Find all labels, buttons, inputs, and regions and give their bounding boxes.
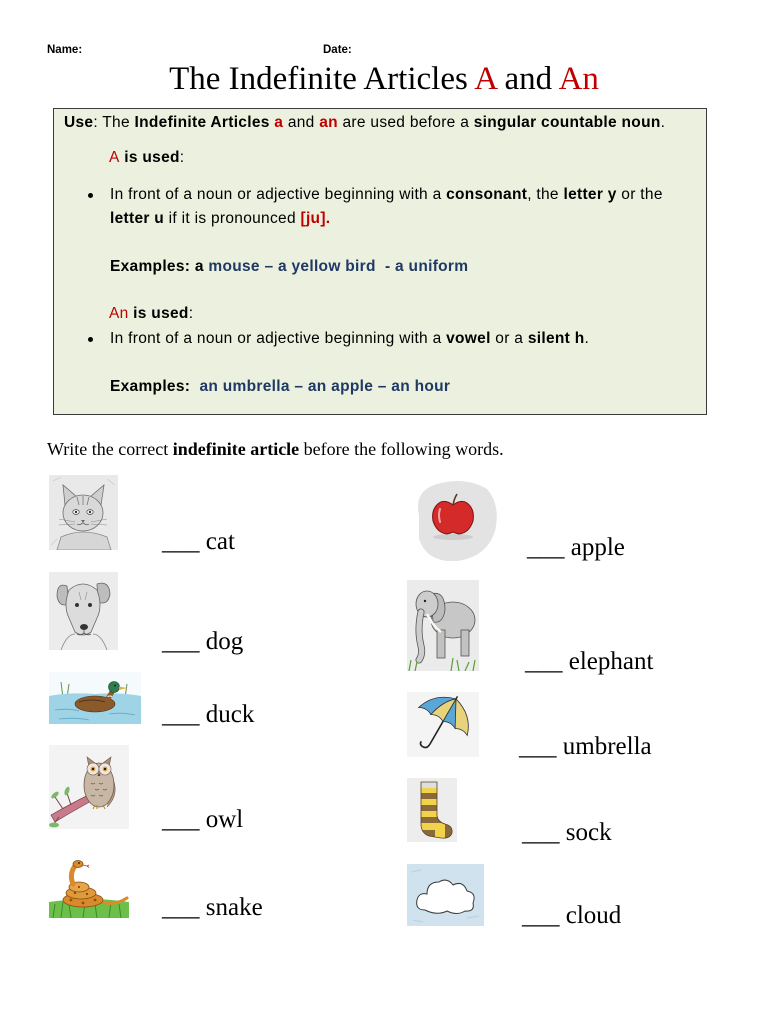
word-owl: ___ owl	[162, 806, 244, 833]
rule-text: , the	[527, 186, 564, 203]
rule-text: or a	[490, 330, 528, 347]
usage-text: and	[283, 114, 320, 131]
word-snake: ___ snake	[162, 894, 263, 921]
page-title	[0, 60, 768, 98]
apple-picture	[407, 475, 501, 565]
usage-text: are used before a	[337, 114, 474, 131]
article-a: a	[274, 114, 284, 131]
rule-keyword: letter u	[110, 210, 165, 227]
heading-text: :	[188, 305, 194, 322]
word-duck: ___ duck	[162, 701, 255, 728]
bullet	[88, 193, 93, 198]
word-umbrella: ___ umbrella	[519, 733, 652, 760]
examples-text: mouse – a yellow bird - a uniform	[208, 258, 469, 275]
word-elephant: ___ elephant	[525, 648, 654, 675]
instruction-text: Write the correct	[47, 439, 173, 459]
usage-keyword: Indefinite Articles	[134, 114, 270, 131]
instruction-text: before the following words.	[299, 439, 504, 459]
word-cat: ___ cat	[162, 528, 235, 555]
instruction-keyword: indefinite article	[172, 439, 300, 459]
rule-text: if it is pronounced	[164, 210, 301, 227]
article-an: an	[319, 114, 338, 131]
article-an: An	[109, 305, 129, 322]
a-rule-line-2	[110, 209, 330, 229]
sock-picture	[407, 778, 457, 842]
usage-text: .	[660, 114, 666, 131]
rules-box	[53, 108, 707, 415]
rule-keyword: letter y	[563, 186, 617, 203]
owl-picture	[49, 745, 129, 829]
exercise-instruction	[47, 438, 504, 460]
heading-text: is used	[128, 305, 189, 322]
word-apple: ___ apple	[527, 534, 625, 561]
examples-label: Examples: a	[110, 258, 209, 275]
an-rule	[110, 329, 589, 349]
word-dog: ___ dog	[162, 628, 244, 655]
examples-label: Examples:	[110, 378, 200, 395]
elephant-picture	[407, 580, 479, 671]
usage-statement	[64, 113, 665, 133]
heading-text: is used	[119, 149, 180, 166]
rule-text: or the	[616, 186, 663, 203]
examples-text: an umbrella – an apple – an hour	[199, 378, 451, 395]
title-text: The Indefinite Articles	[169, 61, 475, 97]
rule-keyword: consonant	[446, 186, 528, 203]
article-a: A	[109, 149, 120, 166]
duck-picture	[49, 672, 141, 724]
rule-keyword: vowel	[446, 330, 491, 347]
rule-text: In front of a noun or adjective beginning with a	[110, 330, 447, 347]
title-article-an: An	[558, 61, 599, 97]
pronunciation: [ju].	[300, 210, 331, 227]
an-examples	[110, 377, 450, 397]
snake-picture	[49, 850, 129, 918]
an-heading	[109, 304, 193, 324]
usage-keyword: singular countable noun	[473, 114, 661, 131]
dog-picture	[49, 572, 118, 650]
umbrella-picture	[407, 692, 479, 757]
use-label: Use	[64, 114, 94, 131]
a-heading	[109, 148, 184, 168]
usage-text: : The	[93, 114, 135, 131]
word-sock: ___ sock	[522, 819, 612, 846]
word-cloud: ___ cloud	[522, 902, 622, 929]
rule-keyword: silent h	[527, 330, 585, 347]
a-examples	[110, 257, 468, 277]
name-label: Name:	[47, 44, 83, 56]
bullet	[88, 337, 93, 342]
a-rule-line-1	[110, 185, 663, 205]
heading-text: :	[179, 149, 185, 166]
rule-text: .	[584, 330, 590, 347]
date-label: Date:	[323, 44, 352, 56]
rule-text: In front of a noun or adjective beginning with a	[110, 186, 447, 203]
title-and: and	[496, 61, 559, 97]
title-article-a: A	[474, 61, 497, 97]
cloud-picture	[407, 864, 484, 926]
cat-picture	[49, 475, 118, 550]
